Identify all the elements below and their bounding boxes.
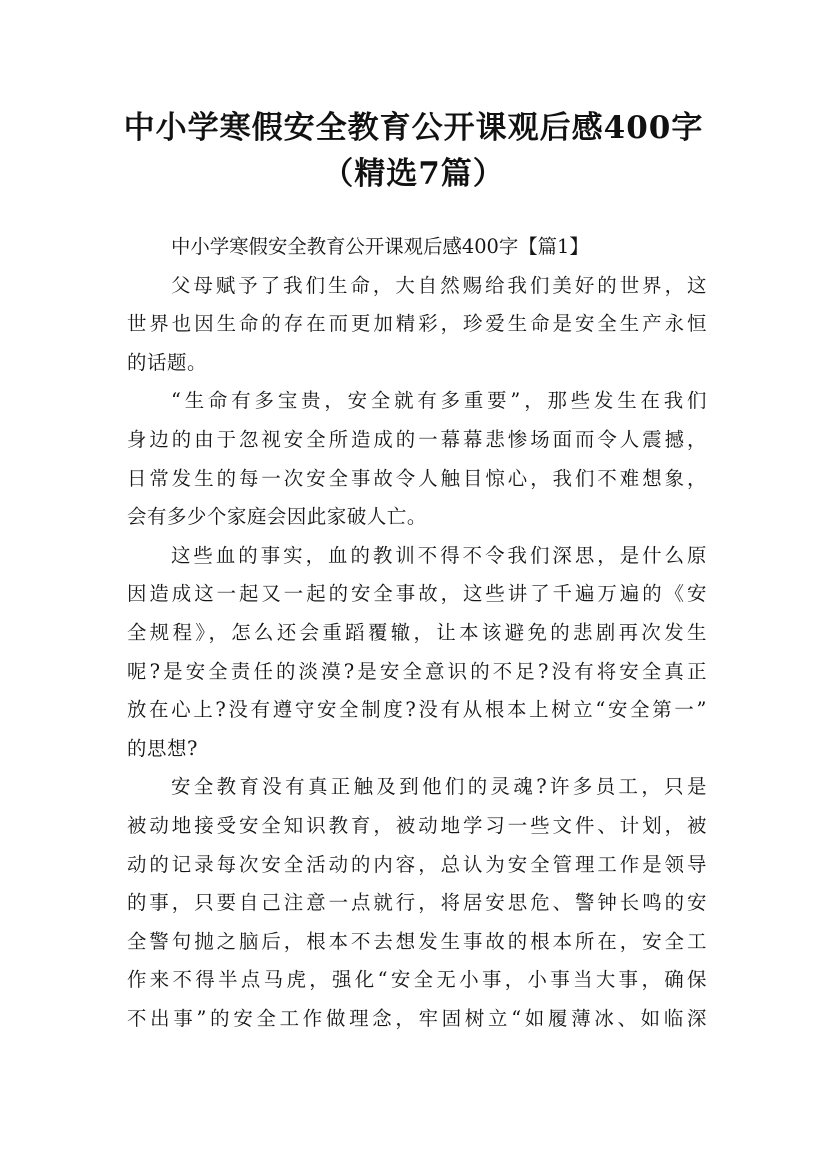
paragraph-line: 全警句抛之脑后，根本不去想发生事故的根本所在，安全工 — [127, 929, 707, 953]
paragraph-line: 动的记录每次安全活动的内容，总认为安全管理工作是领导 — [127, 852, 707, 876]
paragraph-line: 作来不得半点马虎，强化“安全无小事，小事当大事，确保 — [127, 968, 707, 992]
paragraph-line: 这些血的事实，血的教训不得不令我们深思，是什么原 — [171, 543, 707, 567]
paragraph-line: 放在心上?没有遵守安全制度?没有从根本上树立“安全第一” — [127, 698, 707, 722]
paragraph-line: 被动地接受安全知识教育，被动地学习一些文件、计划，被 — [127, 813, 707, 837]
paragraph-line: 身边的由于忽视安全所造成的一幕幕悲惨场面而令人震撼， — [127, 427, 707, 451]
paragraph-line: 因造成这一起又一起的安全事故，这些讲了千遍万遍的《安 — [127, 582, 707, 606]
paragraph-line: 日常发生的每一次安全事故令人触目惊心，我们不难想象， — [127, 466, 707, 490]
document-title-line-1: 中小学寒假安全教育公开课观后感400字 — [123, 110, 704, 146]
section-heading: 中小学寒假安全教育公开课观后感400字【篇1】 — [171, 235, 589, 258]
document-title-line-2: （精选7篇） — [322, 156, 505, 192]
paragraph-line: 呢?是安全责任的淡漠?是安全意识的不足?没有将安全真正 — [127, 659, 707, 683]
paragraph-line: 会有多少个家庭会因此家破人亡。 — [127, 505, 427, 529]
paragraph-line: 世界也因生命的存在而更加精彩，珍爱生命是安全生产永恒 — [127, 312, 707, 336]
paragraph-line: 的话题。 — [127, 350, 207, 374]
paragraph-line: 的事，只要自己注意一点就行，将居安思危、警钟长鸣的安 — [127, 891, 707, 915]
document-body — [127, 228, 707, 1038]
paragraph-line: 不出事”的安全工作做理念，牢固树立“如履薄冰、如临深 — [127, 1006, 707, 1030]
paragraph-line: 父母赋予了我们生命，大自然赐给我们美好的世界，这 — [171, 273, 707, 297]
paragraph-line: 安全教育没有真正触及到他们的灵魂?许多员工，只是 — [171, 775, 707, 799]
paragraph-line: “生命有多宝贵，安全就有多重要”，那些发生在我们 — [171, 389, 707, 413]
paragraph-line: 的思想? — [127, 736, 198, 760]
paragraph-line: 全规程》，怎么还会重蹈覆辙，让本该避免的悲剧再次发生 — [127, 620, 707, 644]
